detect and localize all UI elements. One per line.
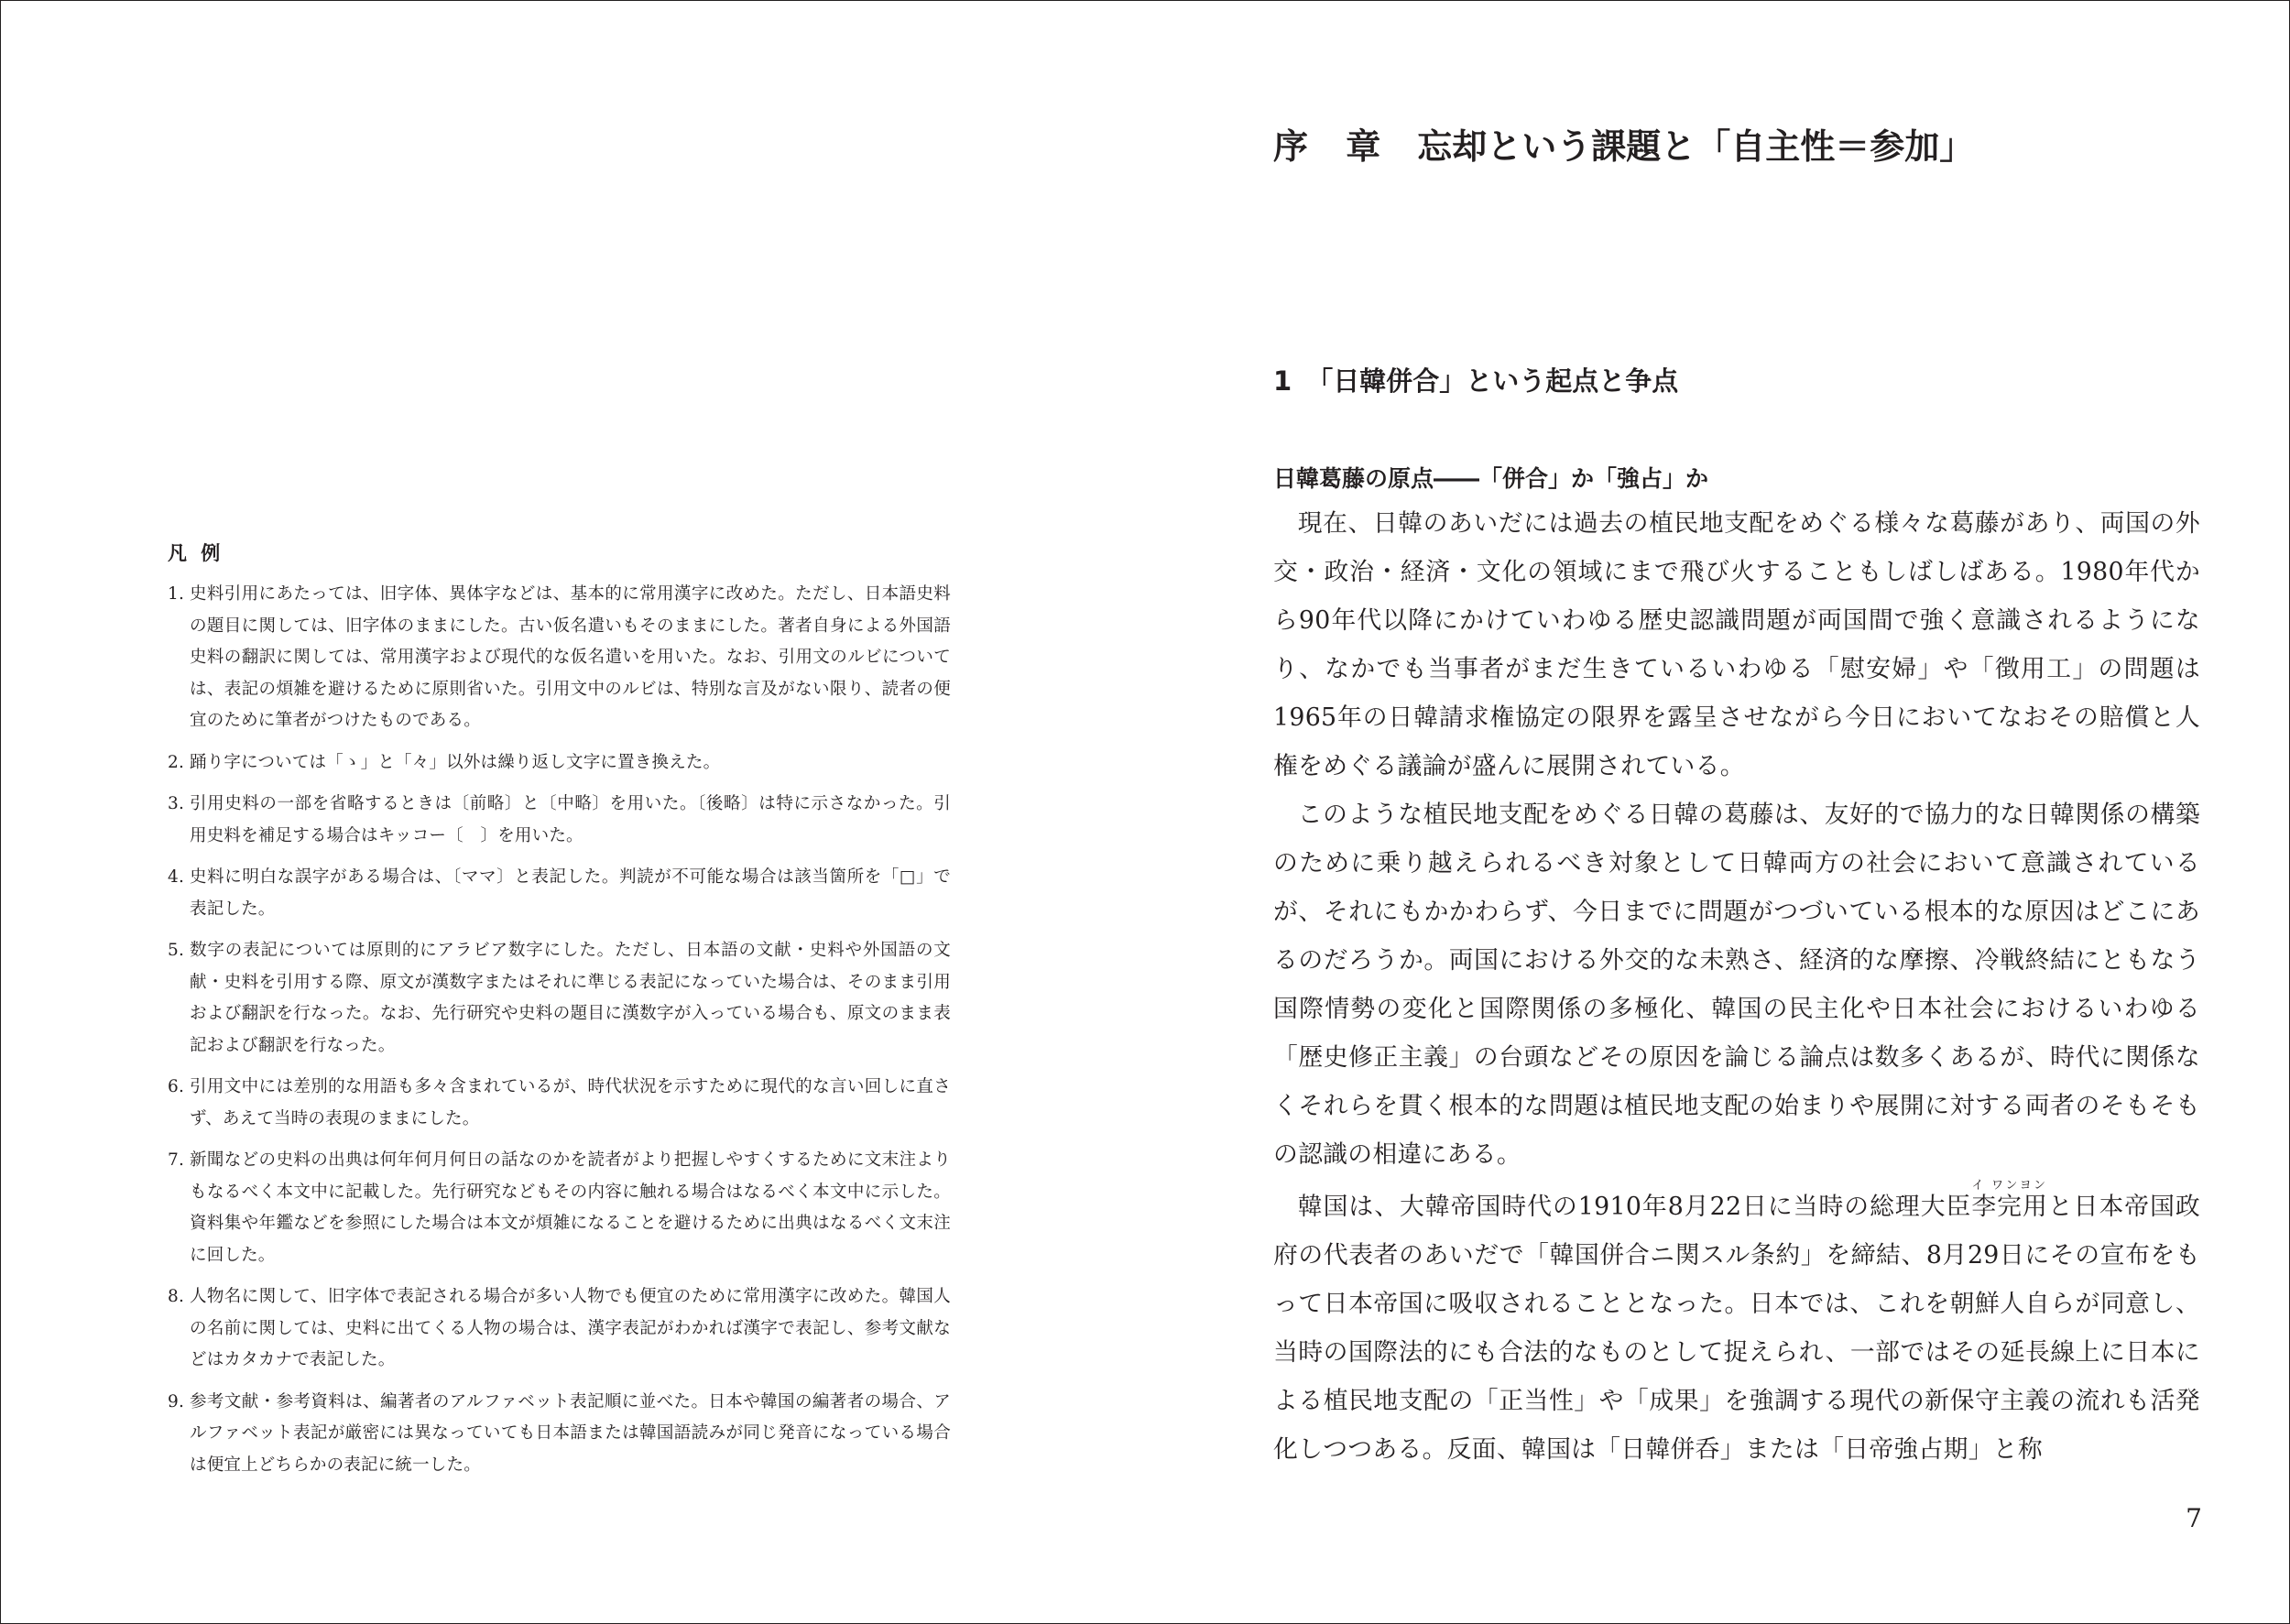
note-text: 史料引用にあたっては、旧字体、異体字などは、基本的に常用漢字に改めた。ただし、日本語史料の題目に関しては、旧字体のままにした。古い仮名遣いもそのままにした。著者自身による外国語史料の翻訳に関しては、常用漢字および現代的な仮名遣いを用いた。なお、引用文のルビについては、表記の煩雑を避けるために原則省いた。引用文中のルビは、特別な言及がない限り、読者の便宜のために筆者がつけたものである。 xyxy=(190,584,951,730)
note-item xyxy=(168,1281,951,1377)
note-item xyxy=(168,1072,951,1135)
notes-heading: 凡 例 xyxy=(168,542,224,564)
note-number: 4. xyxy=(168,867,185,887)
note-item xyxy=(168,1145,951,1271)
note-number: 5. xyxy=(168,941,185,960)
paragraph: このような植民地支配をめぐる日韓の葛藤は、友好的で協力的な日韓関係の構築のために乗り越えられるべき対象として日韓両方の社会において意識されているが、それにもかかわらず、今日までに問題がつづいている根本的な原因はどこにあるのだろうか。両国における外交的な未熟さ、経済的な摩擦、冷戦終結にともなう国際情勢の変化と国際関係の多極化、韓国の民主化や日本社会におけるいわゆる「歴史修正主義」の台頭などその原因を論じる論点は数多くあるが、時代に関係なくそれらを貫く根本的な問題は植民地支配の始まりや展開に対する両者のそもそもの認識の相違にある。 xyxy=(1273,801,2200,1169)
note-text: 新聞などの史料の出典は何年何月何日の話なのかを読者がより把握しやすくするために文末注よりもなるべく本文中に記載した。先行研究などもその内容に触れる場合はなるべく本文中に示した。資料集や年鑑などを参照にした場合は本文が煩雑になることを避けるために出典はなるべく文末注に回した。 xyxy=(190,1150,951,1265)
body-text xyxy=(1273,499,2200,1474)
section-number: 1 xyxy=(1273,365,1292,397)
ruby-reading: イ ワンヨン xyxy=(1971,1179,2048,1193)
ruby-base: 李完用 xyxy=(1971,1193,2048,1221)
note-number: 7. xyxy=(168,1150,185,1170)
notes-list xyxy=(168,579,951,1481)
explanatory-notes xyxy=(168,537,951,1491)
paragraph xyxy=(1273,1179,2200,1474)
ruby-name xyxy=(1971,1179,2048,1221)
section-heading xyxy=(1273,360,2198,402)
chapter-title-text: 忘却という課題と「自主性＝参加」 xyxy=(1417,126,1975,167)
note-number: 8. xyxy=(168,1287,185,1306)
page-number: 7 xyxy=(2186,1503,2202,1533)
note-number: 6. xyxy=(168,1077,185,1096)
note-item xyxy=(168,1387,951,1482)
note-item xyxy=(168,789,951,852)
note-text: 踊り字については「ゝ」と「々」以外は繰り返し文字に置き換えた。 xyxy=(190,752,721,772)
note-item xyxy=(168,579,951,737)
note-text: 人物名に関して、旧字体で表記される場合が多い人物でも便宜のために常用漢字に改めた。韓国人の名前に関しては、史料に出てくる人物の場合は、漢字表記がわかれば漢字で表記し、参考文献などはカタカナで表記した。 xyxy=(190,1287,951,1369)
note-text: 引用文中には差別的な用語も多々含まれているが、時代状況を示すために現代的な言い回しに直さず、あえて当時の表現のままにした。 xyxy=(190,1077,951,1128)
note-number: 1. xyxy=(168,584,185,604)
note-text: 史料に明白な誤字がある場合は、〔ママ〕と表記した。判読が不可能な場合は該当箇所を「□」で表記した。 xyxy=(190,867,951,919)
note-text: 参考文献・参考資料は、編著者のアルファベット表記順に並べた。日本や韓国の編著者の場合、アルファベット表記が厳密には異なっていても日本語または韓国語読みが同じ発音になっている場合は便宜上どちらかの表記に統一した。 xyxy=(190,1391,951,1475)
note-item xyxy=(168,862,951,925)
note-text: 引用史料の一部を省略するときは〔前略〕と〔中略〕を用いた。〔後略〕は特に示さなかった。引用史料を補足する場合はキッコー〔 〕を用いた。 xyxy=(190,794,951,845)
subheading: 日韓葛藤の原点――「併合」か「強占」か xyxy=(1273,465,1709,492)
chapter-label: 序 章 xyxy=(1273,126,1394,167)
paragraph-text: 韓国は、大韓帝国時代の1910年8月22日に当時の総理大臣 xyxy=(1297,1193,1972,1221)
note-text: 数字の表記については原則的にアラビア数字にした。ただし、日本語の文献・史料や外国語の文献・史料を引用する際、原文が漢数字またはそれに準じる表記になっていた場合は、そのまま引用および翻訳を行なった。なお、先行研究や史料の題目に漢数字が入っている場合も、原文のまま表記および翻訳を行なった。 xyxy=(190,941,951,1055)
note-item xyxy=(168,935,951,1062)
section-title: 「日韓併合」という起点と争点 xyxy=(1306,365,1679,397)
note-number: 3. xyxy=(168,794,185,813)
paragraph: 現在、日韓のあいだには過去の植民地支配をめぐる様々な葛藤があり、両国の外交・政治・経済・文化の領域にまで飛び火することもしばしばある。1980年代から90年代以降にかけていわゆる歴史認識問題が両国間で強く意識されるようになり、なかでも当事者がまだ生きているいわゆる「慰安婦」や「徴用工」の問題は1965年の日韓請求権協定の限界を露呈させながら今日においてなおその賠償と人権をめぐる議論が盛んに展開されている。 xyxy=(1273,509,2200,780)
paragraph-text: と日本帝国政府の代表者のあいだで「韓国併合ニ関スル条約」を締結、8月29日にその宣布をもって日本帝国に吸収されることとなった。日本では、これを朝鮮人自らが同意し、当時の国際法的にも合法的なものとして捉えられ、一部ではその延長線上に日本による植民地支配の「正当性」や「成果」を強調する現代の新保守主義の流れも活発化しつつある。反面、韓国は「日韓併呑」または「日帝強占期」と称 xyxy=(1273,1193,2200,1464)
chapter-title xyxy=(1273,119,2198,174)
note-number: 9. xyxy=(168,1391,185,1411)
note-number: 2. xyxy=(168,752,185,772)
note-item xyxy=(168,747,951,779)
